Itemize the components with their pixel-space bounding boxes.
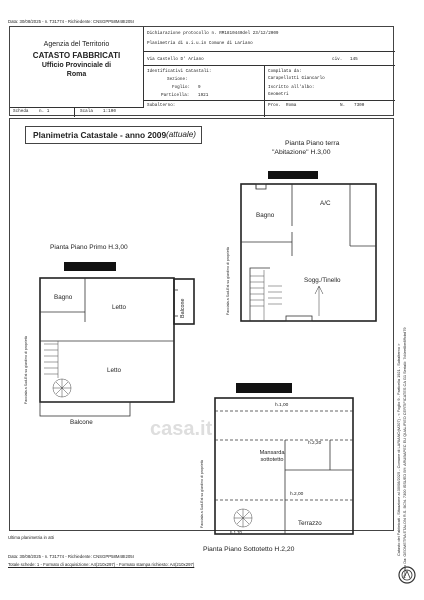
- room-label: Letto: [107, 367, 122, 374]
- facade-note: Facciata a Sud-Est su giardino di proprietà: [200, 460, 204, 528]
- footer-line: Ultima planimetria in atti: [8, 535, 54, 540]
- room-label: Balcone: [70, 419, 93, 426]
- agency-cadastre: CATASTO FABBRICATI: [32, 51, 121, 60]
- compilata-value: Carapellotti Giancarlo: [268, 76, 325, 81]
- watermark: casa.it: [150, 418, 213, 440]
- ident-title: Identificativi Catastali:: [147, 69, 212, 74]
- n-value: 7300: [354, 103, 365, 108]
- facade-note: Facciata a Sud-Est su giardino di proprietà: [226, 247, 230, 315]
- agency-city: Roma: [66, 71, 87, 78]
- room-label: Balcone: [180, 298, 186, 318]
- n-label: N.: [340, 103, 346, 108]
- room-label: Sogg./Tinello: [304, 277, 341, 284]
- seal-icon: [398, 566, 416, 584]
- civ-label: civ.: [332, 57, 343, 62]
- title-main: Planimetria Catastale - anno 2009: [33, 130, 167, 140]
- foglio-value: 9: [198, 85, 201, 90]
- room-label: Terrazzo: [298, 520, 322, 527]
- foglio-label: Foglio:: [172, 85, 191, 90]
- footer-line: Data: 30/08/2025 - n. T31774 - Richiedente: CNSGPP58M48I205I: [8, 554, 134, 559]
- height-label: h.1,00: [275, 403, 289, 408]
- planimetria-text: Planimetria di u.i.u.in Comune di Lariano: [147, 41, 253, 46]
- room-label: Bagno: [256, 212, 275, 219]
- ground-floor-title: Pianta Piano terra: [285, 140, 340, 147]
- ground-floor-subtitle: "Abitazione" H.3,00: [272, 149, 331, 156]
- attic-floor-title: Pianta Piano Sottotetto H.2,20: [203, 546, 295, 553]
- first-floor-title: Pianta Piano Primo H.3,00: [50, 244, 128, 251]
- height-label: h.2,20: [308, 441, 322, 446]
- room-label: A/C: [320, 200, 331, 207]
- prov-value: Roma: [286, 103, 297, 108]
- room-label: Letto: [112, 304, 127, 311]
- title-note: (attuale): [166, 130, 197, 139]
- room-label: Bagno: [54, 294, 73, 301]
- scala-value: 1:100: [103, 109, 116, 114]
- civ-value: 145: [350, 57, 358, 62]
- height-label: h.2,00: [290, 492, 304, 497]
- vertical-signature-note: Firmato Da: GEOMETRA ETALON R.S. BCN. 7300 ISSUED BY: ARUBAPEC EU QUALIFIED CERTIFICATES CA G1 Serial#: 7d4ee6be8ffcbd79: [402, 327, 407, 578]
- room-label: Mansarda sottotetto: [259, 450, 285, 463]
- scala-label: Scala: [80, 109, 93, 114]
- iscritto-value: Geometri: [268, 92, 289, 97]
- particella-label: Particella:: [161, 93, 190, 98]
- sezione-label: Sezione:: [167, 77, 188, 82]
- agency-name: Agenzia del Territorio: [43, 41, 110, 48]
- declaration-text: Dichiarazione protocollo n. RM1810440del 23/12/2009: [147, 31, 279, 36]
- iscritto-label: Iscritto all'albo:: [268, 85, 315, 90]
- subalterno-label: Subalterno:: [147, 103, 176, 108]
- scheda-label: Scheda: [13, 109, 29, 114]
- vertical-cadastre-note: Catasto dei Fabbricati - Situazione al 30/08/2025 - Comune di LARIANO(M207) - < Foglio 9 - Particella 1921 - Subalterno >: [396, 343, 401, 556]
- facade-note: Facciata a Sud-Est su giardino di proprietà: [24, 336, 28, 404]
- top-request-line: Data: 30/08/2025 - n. T31774 - Richiedente: CNSGPP58M48I205I: [8, 19, 134, 24]
- footer-line: Totale schede: 1 - Formato di acquisizione: A4(210x297) - Formato stampa richiesto: A4(210x297): [8, 562, 195, 567]
- agency-office: Ufficio Provinciale di: [41, 62, 112, 69]
- prov-label: Prov.: [268, 103, 281, 108]
- scheda-value: n. 1: [39, 109, 50, 114]
- height-label: h.1,70: [230, 530, 242, 535]
- particella-value: 1921: [198, 93, 209, 98]
- compilata-label: Compilata da:: [268, 69, 302, 74]
- address-text: Via Castello D' Ariano: [147, 57, 204, 62]
